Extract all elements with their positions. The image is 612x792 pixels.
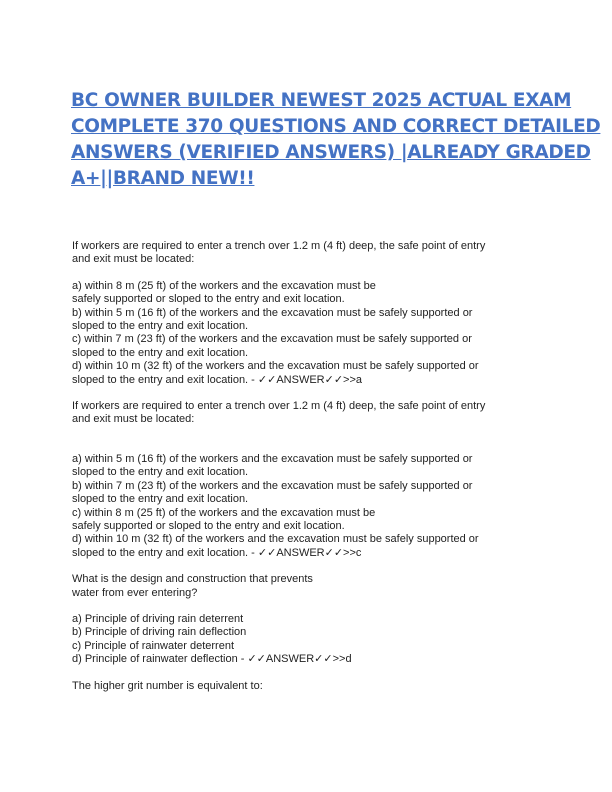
question-options bbox=[72, 613, 542, 667]
title-line: A+||BRAND NEW!! bbox=[71, 168, 255, 189]
spacer bbox=[72, 667, 542, 680]
option-line: sloped to the entry and exit location. bbox=[72, 493, 249, 506]
answer-line: sloped to the entry and exit location. - ✓✓ANSWER✓✓>>c bbox=[72, 546, 362, 559]
question-options bbox=[72, 280, 542, 387]
title-line: COMPLETE 370 QUESTIONS AND CORRECT DETAILED bbox=[71, 116, 601, 137]
option-line: safely supported or sloped to the entry and exit location. bbox=[72, 519, 345, 532]
prompt-line: What is the design and construction that prevents bbox=[72, 573, 313, 586]
spacer bbox=[72, 387, 542, 400]
question-options bbox=[72, 453, 542, 560]
option-line: b) within 5 m (16 ft) of the workers and the excavation must be safely supported or bbox=[72, 306, 473, 319]
option-line: sloped to the entry and exit location. bbox=[72, 466, 249, 479]
option-line: sloped to the entry and exit location. bbox=[72, 346, 249, 359]
spacer bbox=[72, 267, 542, 280]
question-3 bbox=[72, 573, 542, 666]
prompt-line: The higher grit number is equivalent to: bbox=[72, 679, 263, 692]
option-line: a) Principle of driving rain deterrent bbox=[72, 612, 244, 625]
option-line: c) Principle of rainwater deterrent bbox=[72, 639, 235, 652]
option-line: a) within 8 m (25 ft) of the workers and the excavation must be bbox=[72, 279, 376, 292]
option-line: a) within 5 m (16 ft) of the workers and the excavation must be safely supported or bbox=[72, 452, 473, 465]
prompt-line: If workers are required to enter a trench over 1.2 m (4 ft) deep, the safe point of entry bbox=[72, 240, 486, 252]
answer-line: d) Principle of rainwater deflection - ✓✓ANSWER✓✓>>d bbox=[72, 653, 352, 666]
document-title bbox=[71, 88, 601, 192]
question-1 bbox=[72, 240, 542, 387]
spacer bbox=[72, 560, 542, 573]
answer-line: sloped to the entry and exit location. - ✓✓ANSWER✓✓>>a bbox=[72, 373, 363, 386]
question-prompt bbox=[72, 680, 542, 693]
question-2 bbox=[72, 400, 542, 560]
prompt-line: and exit must be located: bbox=[72, 253, 195, 266]
document-body bbox=[72, 240, 542, 693]
spacer bbox=[72, 427, 542, 453]
option-line: safely supported or sloped to the entry and exit location. bbox=[72, 293, 345, 306]
prompt-line: If workers are required to enter a trench over 1.2 m (4 ft) deep, the safe point of entry bbox=[72, 400, 486, 413]
option-line: c) within 7 m (23 ft) of the workers and the excavation must be safely supported or bbox=[72, 333, 472, 346]
prompt-line: and exit must be located: bbox=[72, 413, 195, 426]
question-4 bbox=[72, 680, 542, 693]
option-line: b) Principle of driving rain deflection bbox=[72, 626, 247, 639]
question-prompt bbox=[72, 573, 542, 600]
title-line: BC OWNER BUILDER NEWEST 2025 ACTUAL EXAM bbox=[71, 90, 572, 111]
spacer bbox=[72, 600, 542, 613]
option-line: d) within 10 m (32 ft) of the workers and the excavation must be safely supported or bbox=[72, 360, 479, 373]
option-line: sloped to the entry and exit location. bbox=[72, 320, 249, 333]
option-line: c) within 8 m (25 ft) of the workers and the excavation must be bbox=[72, 506, 376, 519]
prompt-line: water from ever entering? bbox=[72, 586, 198, 599]
question-prompt bbox=[72, 400, 542, 427]
title-line: ANSWERS (VERIFIED ANSWERS) |ALREADY GRADED bbox=[71, 142, 591, 163]
question-prompt bbox=[72, 240, 542, 267]
option-line: d) within 10 m (32 ft) of the workers and the excavation must be safely supported or bbox=[72, 533, 479, 546]
option-line: b) within 7 m (23 ft) of the workers and the excavation must be safely supported or bbox=[72, 479, 473, 492]
